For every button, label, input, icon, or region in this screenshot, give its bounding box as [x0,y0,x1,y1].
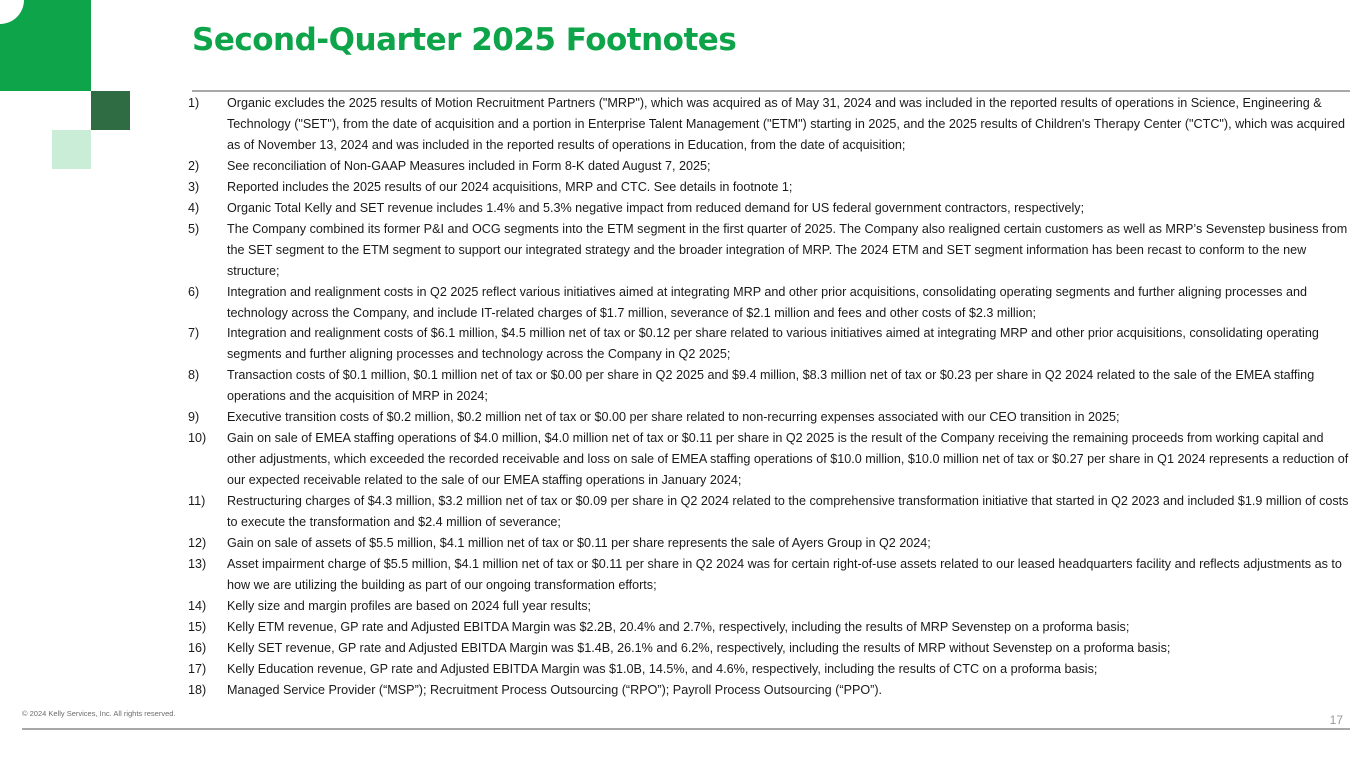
footnote-item [188,428,1353,491]
title-divider [192,90,1350,92]
footnote-item [188,282,1353,324]
footnote-text: Restructuring charges of $4.3 million, $3.2 million net of tax or $0.09 per share in Q2 2024 related to the comprehensive transformation initiative that started in Q2 2023 and included $1.9 million of costs to execute the transformation and $2.4 million of severance; [227,494,1349,530]
footnote-text: Kelly size and margin profiles are based on 2024 full year results; [227,598,592,613]
footnote-text: Asset impairment charge of $5.5 million, $4.1 million net of tax or $0.11 per share in Q2 2024 was for certain right-of-use assets related to our leased headquarters facility and reflects adjustments as to how we are utilizing the building as part of our ongoing transformation efforts; [227,556,1342,592]
footnote-number: 13) [188,556,207,571]
footnote-text: Kelly SET revenue, GP rate and Adjusted EBITDA Margin was $1.4B, 26.1% and 6.2%, respectively, including the results of MRP without Sevenstep on a proforma basis; [227,640,1171,655]
footnote-text: Kelly ETM revenue, GP rate and Adjusted EBITDA Margin was $2.2B, 20.4% and 2.7%, respectively, including the results of MRP Sevenstep on a proforma basis; [227,619,1130,634]
footnote-item [188,323,1353,365]
footnote-item [188,491,1353,533]
decor-square-light-green [52,130,91,169]
footnote-text: Organic Total Kelly and SET revenue includes 1.4% and 5.3% negative impact from reduced demand for US federal government contractors, respectively; [227,200,1085,215]
footnote-item [188,638,1353,659]
footnote-text: See reconciliation of Non-GAAP Measures included in Form 8-K dated August 7, 2025; [227,158,711,173]
footnote-number: 2) [188,158,200,173]
footnote-item [188,596,1353,617]
footnote-text: Managed Service Provider (“MSP”); Recruitment Process Outsourcing (“RPO”); Payroll Process Outsourcing (“PPO”). [227,682,883,697]
footnote-number: 11) [188,494,206,509]
footnote-number: 12) [188,536,207,551]
footnote-item [188,659,1353,680]
footnote-text: Gain on sale of assets of $5.5 million, $4.1 million net of tax or $0.11 per share represents the sale of Ayers Group in Q2 2024; [227,536,931,551]
footnote-item [188,156,1353,177]
footnote-text: Integration and realignment costs of $6.1 million, $4.5 million net of tax or $0.12 per share related to various initiatives aimed at integrating MRP and other prior acquisitions, consolidating operating segments and further aligning processes and technology across the Company in Q2 2025; [227,326,1319,362]
footnote-text: Reported includes the 2025 results of our 2024 acquisitions, MRP and CTC. See details in footnote 1; [227,179,793,194]
footnote-item [188,365,1353,407]
footnote-number: 4) [188,200,200,215]
footnote-item [188,533,1353,554]
footnote-text: Kelly Education revenue, GP rate and Adjusted EBITDA Margin was $1.0B, 14.5%, and 4.6%, respectively, including the results of CTC on a proforma basis; [227,661,1098,676]
footnote-item [188,554,1353,596]
footnote-text: Integration and realignment costs in Q2 2025 reflect various initiatives aimed at integrating MRP and other prior acquisitions, consolidating operating segments and further aligning processes and technology across the Company, and include IT-related charges of $1.7 million, severance of $2.1 million and fees and other costs of $2.3 million; [227,284,1307,320]
footnote-number: 6) [188,284,200,299]
page-title: Second-Quarter 2025 Footnotes [192,22,737,58]
footnote-item [188,680,1353,701]
footnote-number: 18) [188,682,207,697]
footnote-number: 14) [188,598,207,613]
footnote-text: The Company combined its former P&I and OCG segments into the ETM segment in the first quarter of 2025. The Company also realigned certain customers as well as MRP’s Sevenstep business from the SET segment to the ETM segment to support our integrated strategy and the broader integration of MRP. The 2024 ETM and SET segment information has been recast to conform to the new structure; [227,221,1348,278]
footnote-item [188,407,1353,428]
footnote-item [188,93,1353,156]
footnote-number: 16) [188,640,207,655]
footnote-text: Organic excludes the 2025 results of Motion Recruitment Partners ("MRP"), which was acquired as of May 31, 2024 and was included in the reported results of operations in Science, Engineering & Technology ("SET"), from the date of acquisition and a portion in Enterprise Talent Management ("ETM") starting in 2025, and the 2025 results of Children's Therapy Center ("CTC"), which was acquired as of November 13, 2024 and was included in the reported results of operations in Education, from the date of acquisition; [227,96,1345,152]
footnote-number: 8) [188,368,200,383]
footnote-number: 17) [188,661,207,676]
footnote-number: 15) [188,619,207,634]
footnote-number: 10) [188,431,207,446]
footnote-text: Executive transition costs of $0.2 million, $0.2 million net of tax or $0.00 per share related to non-recurring expenses associated with our CEO transition in 2025; [227,410,1120,425]
footer-divider [22,728,1350,730]
footnote-item [188,219,1353,282]
footnote-item [188,177,1353,198]
footnote-item [188,617,1353,638]
footnote-number: 7) [188,326,200,341]
footnote-number: 9) [188,410,200,425]
footnote-item [188,198,1353,219]
footnote-number: 5) [188,221,200,236]
footnote-text: Gain on sale of EMEA staffing operations of $4.0 million, $4.0 million net of tax or $0.11 per share in Q2 2025 is the result of the Company receiving the remaining proceeds from working capital and other adjustments, which exceeded the recorded receivable and loss on sale of EMEA staffing operations of $10.0 million, $10.0 million net of tax or $0.27 per share in Q1 2024 represents a reduction of our expected receivable related to the sale of our EMEA staffing operations in January 2024; [227,431,1349,488]
footnote-number: 3) [188,179,200,194]
footnote-text: Transaction costs of $0.1 million, $0.1 million net of tax or $0.00 per share in Q2 2025 and $9.4 million, $8.3 million net of tax or $0.23 per share in Q2 2024 related to the sale of the EMEA staffing operations and the acquisition of MRP in 2024; [227,368,1315,404]
copyright-notice: © 2024 Kelly Services, Inc. All rights reserved. [22,709,176,718]
page-number: 17 [1329,713,1343,727]
footnote-list [188,93,1353,701]
footnote-number: 1) [188,96,200,110]
decor-square-dark-green [91,91,130,130]
